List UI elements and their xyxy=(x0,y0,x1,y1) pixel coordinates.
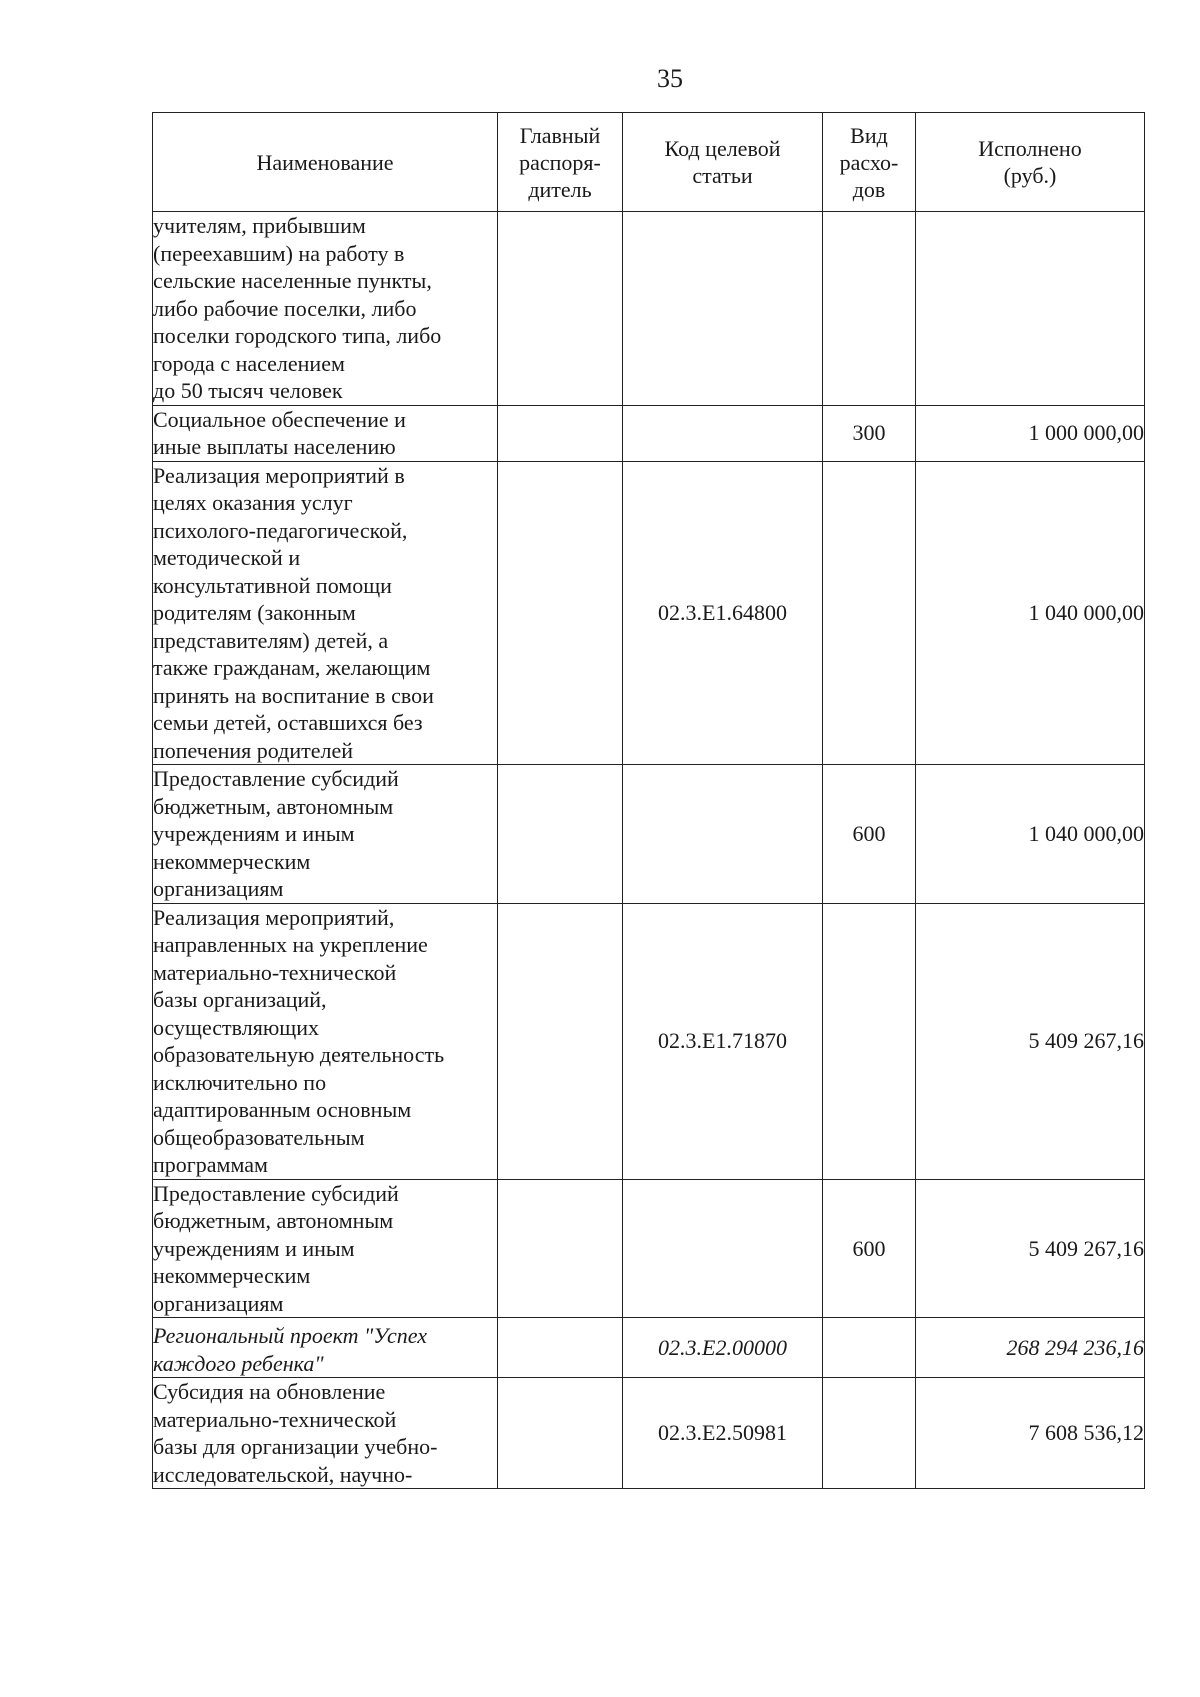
budget-table xyxy=(152,112,1145,1489)
row-name: Реализация мероприятий в целях оказания услуг психолого-педагогической, методической и консультативной помощи родителям (законным представителям) детей, а также гражданам, желающим принять на воспитание в свои семьи детей, оставшихся без попечения родителей xyxy=(153,461,498,765)
row-code: 02.3.E1.71870 xyxy=(623,903,823,1179)
row-code: 02.3.E2.50981 xyxy=(623,1378,823,1489)
row-kind: 600 xyxy=(823,1179,916,1318)
row-kind: 600 xyxy=(823,765,916,904)
row-code xyxy=(623,405,823,461)
row-code: 02.3.E1.64800 xyxy=(623,461,823,765)
table-row xyxy=(153,1318,1145,1378)
row-name: Предоставление субсидий бюджетным, автономным учреждениям и иным некоммерческим организациям xyxy=(153,1179,498,1318)
row-kind xyxy=(823,212,916,406)
row-amount: 268 294 236,16 xyxy=(916,1318,1145,1378)
row-manager xyxy=(498,1378,623,1489)
row-kind xyxy=(823,1318,916,1378)
row-amount: 1 040 000,00 xyxy=(916,765,1145,904)
row-kind xyxy=(823,903,916,1179)
row-amount: 1 040 000,00 xyxy=(916,461,1145,765)
row-name: Реализация мероприятий, направленных на укрепление материально-технической базы организаций, осуществляющих образовательную деятельность исключительно по адаптированным основным общеобразовательным программам xyxy=(153,903,498,1179)
column-header-manager: Главный распоря- дитель xyxy=(498,113,623,212)
table-header-row xyxy=(153,113,1145,212)
row-name: Социальное обеспечение и иные выплаты населению xyxy=(153,405,498,461)
table-row xyxy=(153,461,1145,765)
row-kind xyxy=(823,461,916,765)
row-manager xyxy=(498,903,623,1179)
row-name: Субсидия на обновление материально-технической базы для организации учебно- исследовательской, научно- xyxy=(153,1378,498,1489)
row-amount: 7 608 536,12 xyxy=(916,1378,1145,1489)
row-name: Предоставление субсидий бюджетным, автономным учреждениям и иным некоммерческим организациям xyxy=(153,765,498,904)
row-manager xyxy=(498,212,623,406)
row-code xyxy=(623,1179,823,1318)
column-header-kind: Вид расхо- дов xyxy=(823,113,916,212)
row-amount: 5 409 267,16 xyxy=(916,903,1145,1179)
row-name: учителям, прибывшим (переехавшим) на работу в сельские населенные пункты, либо рабочие поселки, либо поселки городского типа, либо города с населением до 50 тысяч человек xyxy=(153,212,498,406)
row-manager xyxy=(498,461,623,765)
row-code xyxy=(623,212,823,406)
page-number: 35 xyxy=(657,64,683,93)
column-header-name: Наименование xyxy=(153,113,498,212)
table-row xyxy=(153,1378,1145,1489)
row-manager xyxy=(498,1179,623,1318)
row-kind: 300 xyxy=(823,405,916,461)
row-manager xyxy=(498,765,623,904)
row-amount xyxy=(916,212,1145,406)
row-code xyxy=(623,765,823,904)
table-row xyxy=(153,405,1145,461)
row-manager xyxy=(498,1318,623,1378)
table-row xyxy=(153,1179,1145,1318)
table-row xyxy=(153,903,1145,1179)
table-row xyxy=(153,212,1145,406)
row-amount: 5 409 267,16 xyxy=(916,1179,1145,1318)
column-header-code: Код целевой статьи xyxy=(623,113,823,212)
table-row xyxy=(153,765,1145,904)
column-header-executed: Исполнено (руб.) xyxy=(916,113,1145,212)
row-kind xyxy=(823,1378,916,1489)
row-amount: 1 000 000,00 xyxy=(916,405,1145,461)
row-name: Региональный проект "Успех каждого ребенка" xyxy=(153,1318,498,1378)
row-manager xyxy=(498,405,623,461)
row-code: 02.3.E2.00000 xyxy=(623,1318,823,1378)
